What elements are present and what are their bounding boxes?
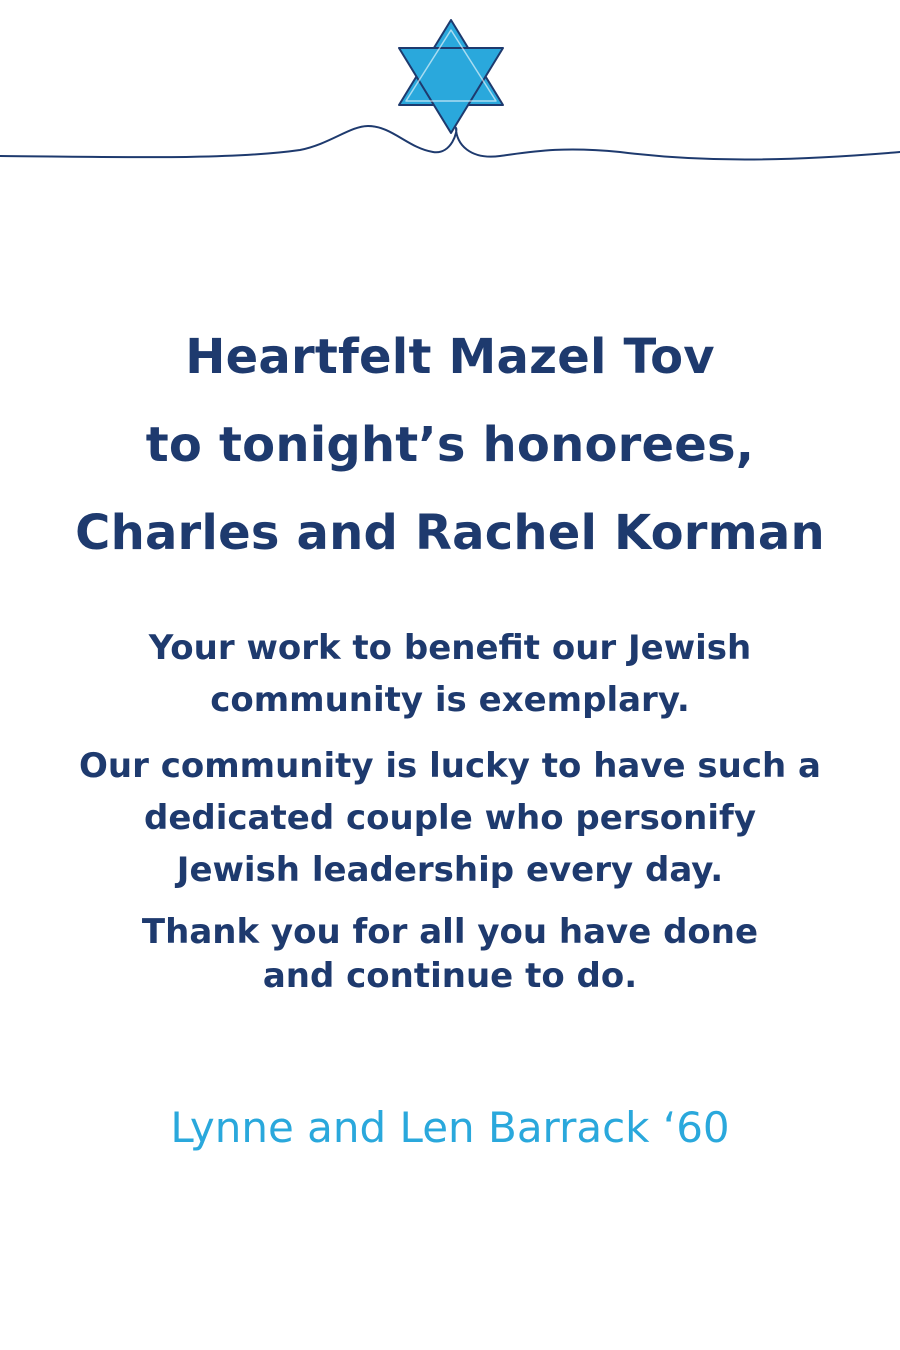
message-body — [0, 622, 900, 998]
message-line: Thank you for all you have done — [141, 912, 759, 952]
message-line: community is exemplary. — [210, 680, 690, 720]
message-line: Our community is lucky to have such a — [79, 746, 821, 786]
star-ornament — [0, 0, 900, 190]
headline-line: to tonight’s honorees, — [145, 417, 755, 473]
message-paragraph — [0, 740, 900, 896]
message-paragraph — [0, 910, 900, 998]
message-line: and continue to do. — [262, 956, 638, 996]
headline-line: Heartfelt Mazel Tov — [185, 329, 715, 385]
message-line: Jewish leadership every day. — [176, 850, 724, 890]
headline-line: Charles and Rachel Korman — [75, 505, 825, 561]
message-paragraph — [0, 622, 900, 726]
message-line: Your work to benefit our Jewish — [148, 628, 752, 668]
signature: Lynne and Len Barrack ‘60 — [170, 1103, 730, 1152]
headline — [0, 313, 900, 577]
message-line: dedicated couple who personify — [144, 798, 756, 838]
star-of-david-icon — [399, 20, 503, 133]
